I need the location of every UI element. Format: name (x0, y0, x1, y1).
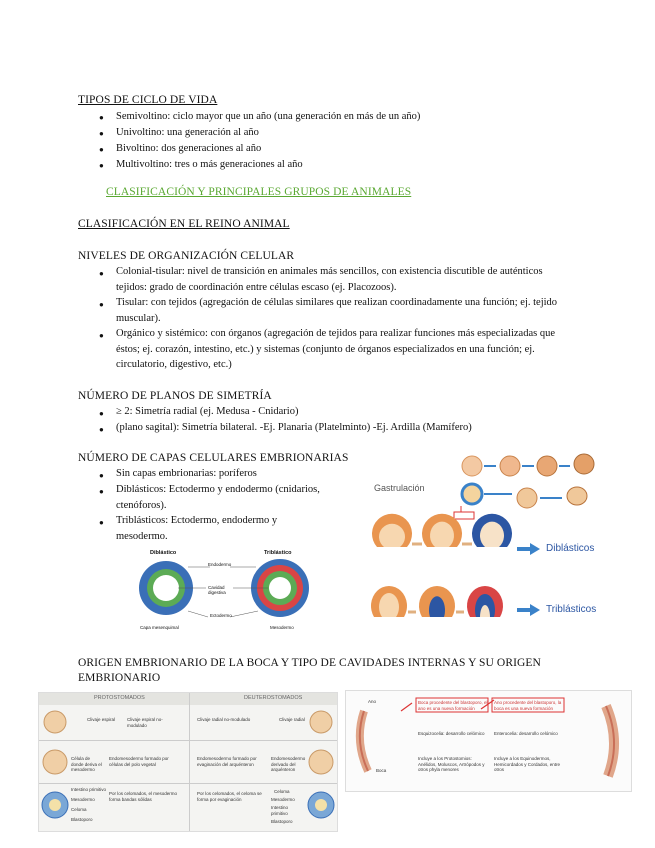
list-item: Bivoltino: dos generaciones al año (116, 143, 262, 154)
list-item: Tisular: con tejidos (agregación de células similares que realizan coordinadamente una función; ej. tejido muscular). (116, 297, 558, 324)
list-item: Orgánico y sistémico: con órganos (agregación de tejidos para realizar funciones más especializadas que éstos; ej. corazón, intestino, etc.) y sistemas (conjunto de órganos especializados en una función; ej. circulatorio, digestivo, etc.) (116, 328, 555, 370)
list-item: Multivoltino: tres o más generaciones al año (116, 159, 303, 170)
cell: Incluye a los Equinodermos, Hemicordados y Cordados, entre otros (494, 756, 561, 772)
gastrulacion-title: Gastrulación (374, 483, 425, 493)
boca-label: Boca (376, 768, 387, 773)
diblastico-label: Diblástico (150, 550, 177, 556)
deuterostomados-header: DEUTEROSTOMADOS (244, 695, 303, 701)
bullet-icon: ● (99, 425, 104, 434)
cell: Boca procedente del blastoporo, el ano es una nueva formación (418, 700, 488, 711)
cell: Intestino primitivo (271, 805, 289, 816)
list-item: ≥ 2: Simetría radial (ej. Medusa - Cnidario) (116, 406, 299, 417)
origen-title: ORIGEN EMBRIONARIO DE LA BOCA Y TIPO DE CAVIDADES INTERNAS Y SU ORIGEN EMBRIONARIO (78, 657, 541, 684)
diblasticos-label: Diblásticos (546, 543, 595, 554)
bullet-icon: ● (99, 409, 104, 418)
ano-label: Ano (368, 699, 377, 704)
cell: Endomesodermo formado por células del polo vegetal (109, 756, 169, 767)
cell: Por los celomados, el mesodermo forma bandas sólidas (109, 791, 178, 802)
bullet-icon: ● (99, 300, 104, 309)
cell: Clivaje espiral (87, 717, 116, 722)
cell: Blastoporo (271, 819, 293, 824)
protostomados-header: PROTOSTOMADOS (94, 695, 145, 701)
bullet-icon: ● (99, 269, 104, 278)
list-item: Univoltino: una generación al año (116, 127, 259, 138)
proto-deutero-table (38, 692, 338, 832)
ciclo-title: TIPOS DE CICLO DE VIDA (78, 94, 218, 106)
reino-title: CLASIFICACIÓN EN EL REINO ANIMAL (78, 218, 290, 230)
list-item: Sin capas embrionarias: poríferos (116, 468, 257, 479)
bullet-icon: ● (99, 145, 104, 154)
cell: Blastoporo (71, 817, 93, 822)
list-item: Colonial-tisular: nivel de transición en animales más sencillos, con existencia discutible de auténticos tejidos: grado de coordinación entre células escaso (ej. Placozoos). (116, 266, 543, 293)
cavity-tri (269, 577, 291, 599)
bullet-icon: ● (99, 487, 104, 496)
cell: Enterocelia: desarrollo celómico (494, 731, 558, 736)
mouth-origin-figure (345, 690, 632, 792)
cell: Celoma (274, 789, 290, 794)
cell: Endomesodermo formado por evaginación del arquénteron (197, 756, 257, 767)
cell: Mesodermo (271, 797, 295, 802)
triblastico-label: Triblástico (264, 550, 292, 556)
clasificacion-link[interactable]: CLASIFICACIÓN Y PRINCIPALES GRUPOS DE ANIMALES (106, 186, 412, 198)
cell: Esquizocelia: desarrollo celómico (418, 731, 485, 736)
cell: Mesodermo (71, 797, 95, 802)
cell: Celoma (71, 807, 87, 812)
list-item: (plano sagital): Simetría bilateral. -Ej. Planaria (Platelminto) -Ej. Ardilla (Mamífero) (116, 422, 472, 433)
bullet-icon: ● (99, 471, 104, 480)
cell: Por los celomados, el celoma se forma por evaginación (197, 791, 262, 802)
niveles-title: NIVELES DE ORGANIZACIÓN CELULAR (78, 250, 295, 262)
capas-title: NÚMERO DE CAPAS CELULARES EMBRIONARIAS (78, 452, 349, 464)
cell: Endomesodermo derivado del arquénteron (271, 756, 306, 772)
cell: Clivaje radial no-modulado (197, 717, 251, 722)
cell: Clivaje espiral no-modulado (127, 717, 163, 728)
cell: Intestino primitivo (71, 787, 107, 792)
simetria-title: NÚMERO DE PLANOS DE SIMETRÍA (78, 390, 272, 402)
bullet-icon: ● (99, 113, 104, 122)
capa-label: Capa mesenquimal (140, 625, 179, 630)
cell: Incluye a los Protostomios: Anélidos, Moluscos, Artrópodos y otros phyla menores (418, 756, 485, 772)
gastrulacion-figure (362, 452, 617, 637)
cell: Ano procedente del blastoporo, la boca es una nueva formación (494, 700, 562, 711)
ectodermo-label: Ectodermo (210, 613, 232, 618)
bullet-icon: ● (99, 129, 104, 138)
triblasticos-label: Triblásticos (546, 604, 597, 615)
bullet-icon: ● (99, 518, 104, 527)
list-item: Triblásticos: Ectodermo, endodermo y mesodermo. (116, 515, 278, 542)
cell: Clivaje radial (279, 717, 305, 722)
germ-layers-diagram (128, 545, 323, 635)
cavity (153, 575, 179, 601)
endodermo-label: Endodermo (208, 562, 232, 567)
mesodermo-label: Mesodermo (270, 625, 294, 630)
cavidad-label: Cavidad digestiva (208, 585, 226, 595)
bullet-icon: ● (99, 331, 104, 340)
bullet-icon: ● (99, 161, 104, 170)
list-item: Semivoltino: ciclo mayor que un año (una generación en más de un año) (116, 111, 421, 122)
list-item: Diblásticos: Ectodermo y endodermo (cnidarios, ctenóforos). (116, 484, 320, 511)
cell: Célula de donde deriva el mesodermo (71, 756, 102, 772)
